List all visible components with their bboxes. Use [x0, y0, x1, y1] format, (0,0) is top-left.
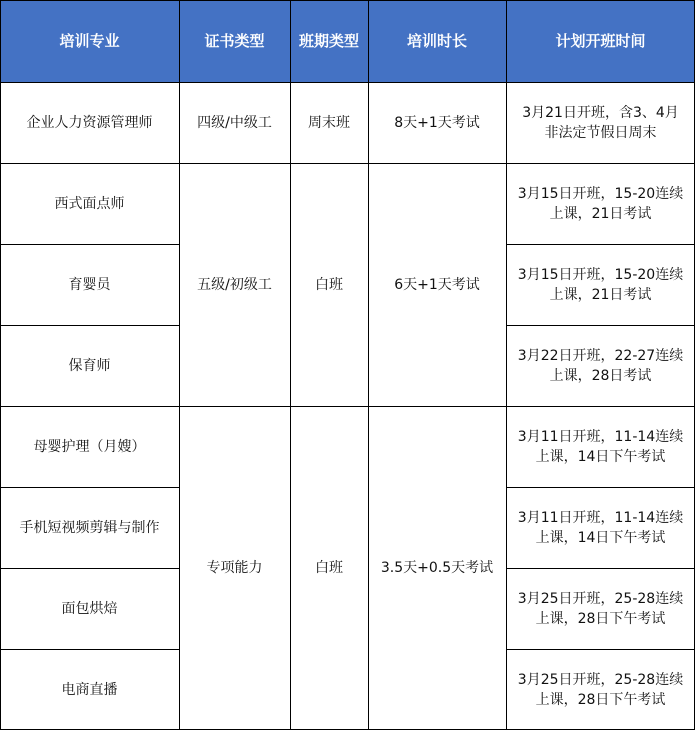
- certificate-type-cell: 专项能力: [206, 560, 263, 576]
- planned-start-cell: 3月21日开班，含3、4月 非法定节假日周末: [522, 104, 679, 141]
- planned-start-cell: 3月11日开班，11-14连续 上课，14日下午考试: [517, 509, 684, 546]
- class-type-cell: 白班: [315, 276, 343, 293]
- major-cell: 手机短视频剪辑与制作: [19, 519, 160, 536]
- major-cell: 保育师: [68, 357, 111, 374]
- grid-line: [506, 244, 695, 245]
- planned-start-cell: 3月22日开班，22-27连续 上课，28日考试: [517, 347, 684, 384]
- major-cell: 母婴护理（月嫂）: [33, 438, 146, 455]
- grid-line: [0, 82, 695, 83]
- duration-cell: 3.5天+0.5天考试: [380, 560, 494, 576]
- planned-start-cell: 3月25日开班，25-28连续 上课，28日下午考试: [517, 671, 684, 708]
- grid-line: [0, 325, 179, 326]
- grid-line: [0, 244, 179, 245]
- class-type-cell: 白班: [315, 560, 343, 576]
- grid-line: [0, 487, 179, 488]
- grid-line: [506, 649, 695, 650]
- header-duration: 培训时长: [368, 0, 506, 82]
- certificate-type-cell: 四级/中级工: [197, 114, 272, 131]
- grid-line: [290, 0, 291, 730]
- major-cell: 西式面点师: [54, 195, 125, 212]
- grid-line: [506, 487, 695, 488]
- major-cell: 企业人力资源管理师: [26, 114, 153, 131]
- header-major: 培训专业: [0, 0, 179, 82]
- planned-start-cell: 3月11日开班，11-14连续 上课，14日下午考试: [517, 428, 684, 465]
- grid-line: [0, 163, 695, 164]
- class-type-cell: 周末班: [308, 114, 350, 131]
- header-certificate-type: 证书类型: [179, 0, 290, 82]
- grid-line: [179, 0, 180, 730]
- header-class-type: 班期类型: [290, 0, 368, 82]
- header-planned-start: 计划开班时间: [506, 0, 695, 82]
- major-cell: 育婴员: [68, 276, 111, 293]
- major-cell: 面包烘焙: [61, 600, 118, 617]
- grid-line: [0, 406, 695, 407]
- major-cell: 电商直播: [61, 681, 118, 698]
- certificate-type-cell: 五级/初级工: [197, 276, 272, 293]
- grid-line: [0, 649, 179, 650]
- planned-start-cell: 3月15日开班，15-20连续 上课，21日考试: [517, 266, 684, 303]
- grid-line: [506, 0, 507, 730]
- grid-line: [0, 0, 1, 730]
- planned-start-cell: 3月15日开班，15-20连续 上课，21日考试: [517, 185, 684, 222]
- grid-line: [0, 568, 179, 569]
- grid-line: [368, 0, 369, 730]
- grid-line: [506, 325, 695, 326]
- grid-line: [506, 568, 695, 569]
- grid-line: [0, 0, 695, 1]
- duration-cell: 6天+1天考试: [394, 276, 480, 293]
- planned-start-cell: 3月25日开班，25-28连续 上课，28日下午考试: [517, 590, 684, 627]
- duration-cell: 8天+1天考试: [394, 114, 480, 131]
